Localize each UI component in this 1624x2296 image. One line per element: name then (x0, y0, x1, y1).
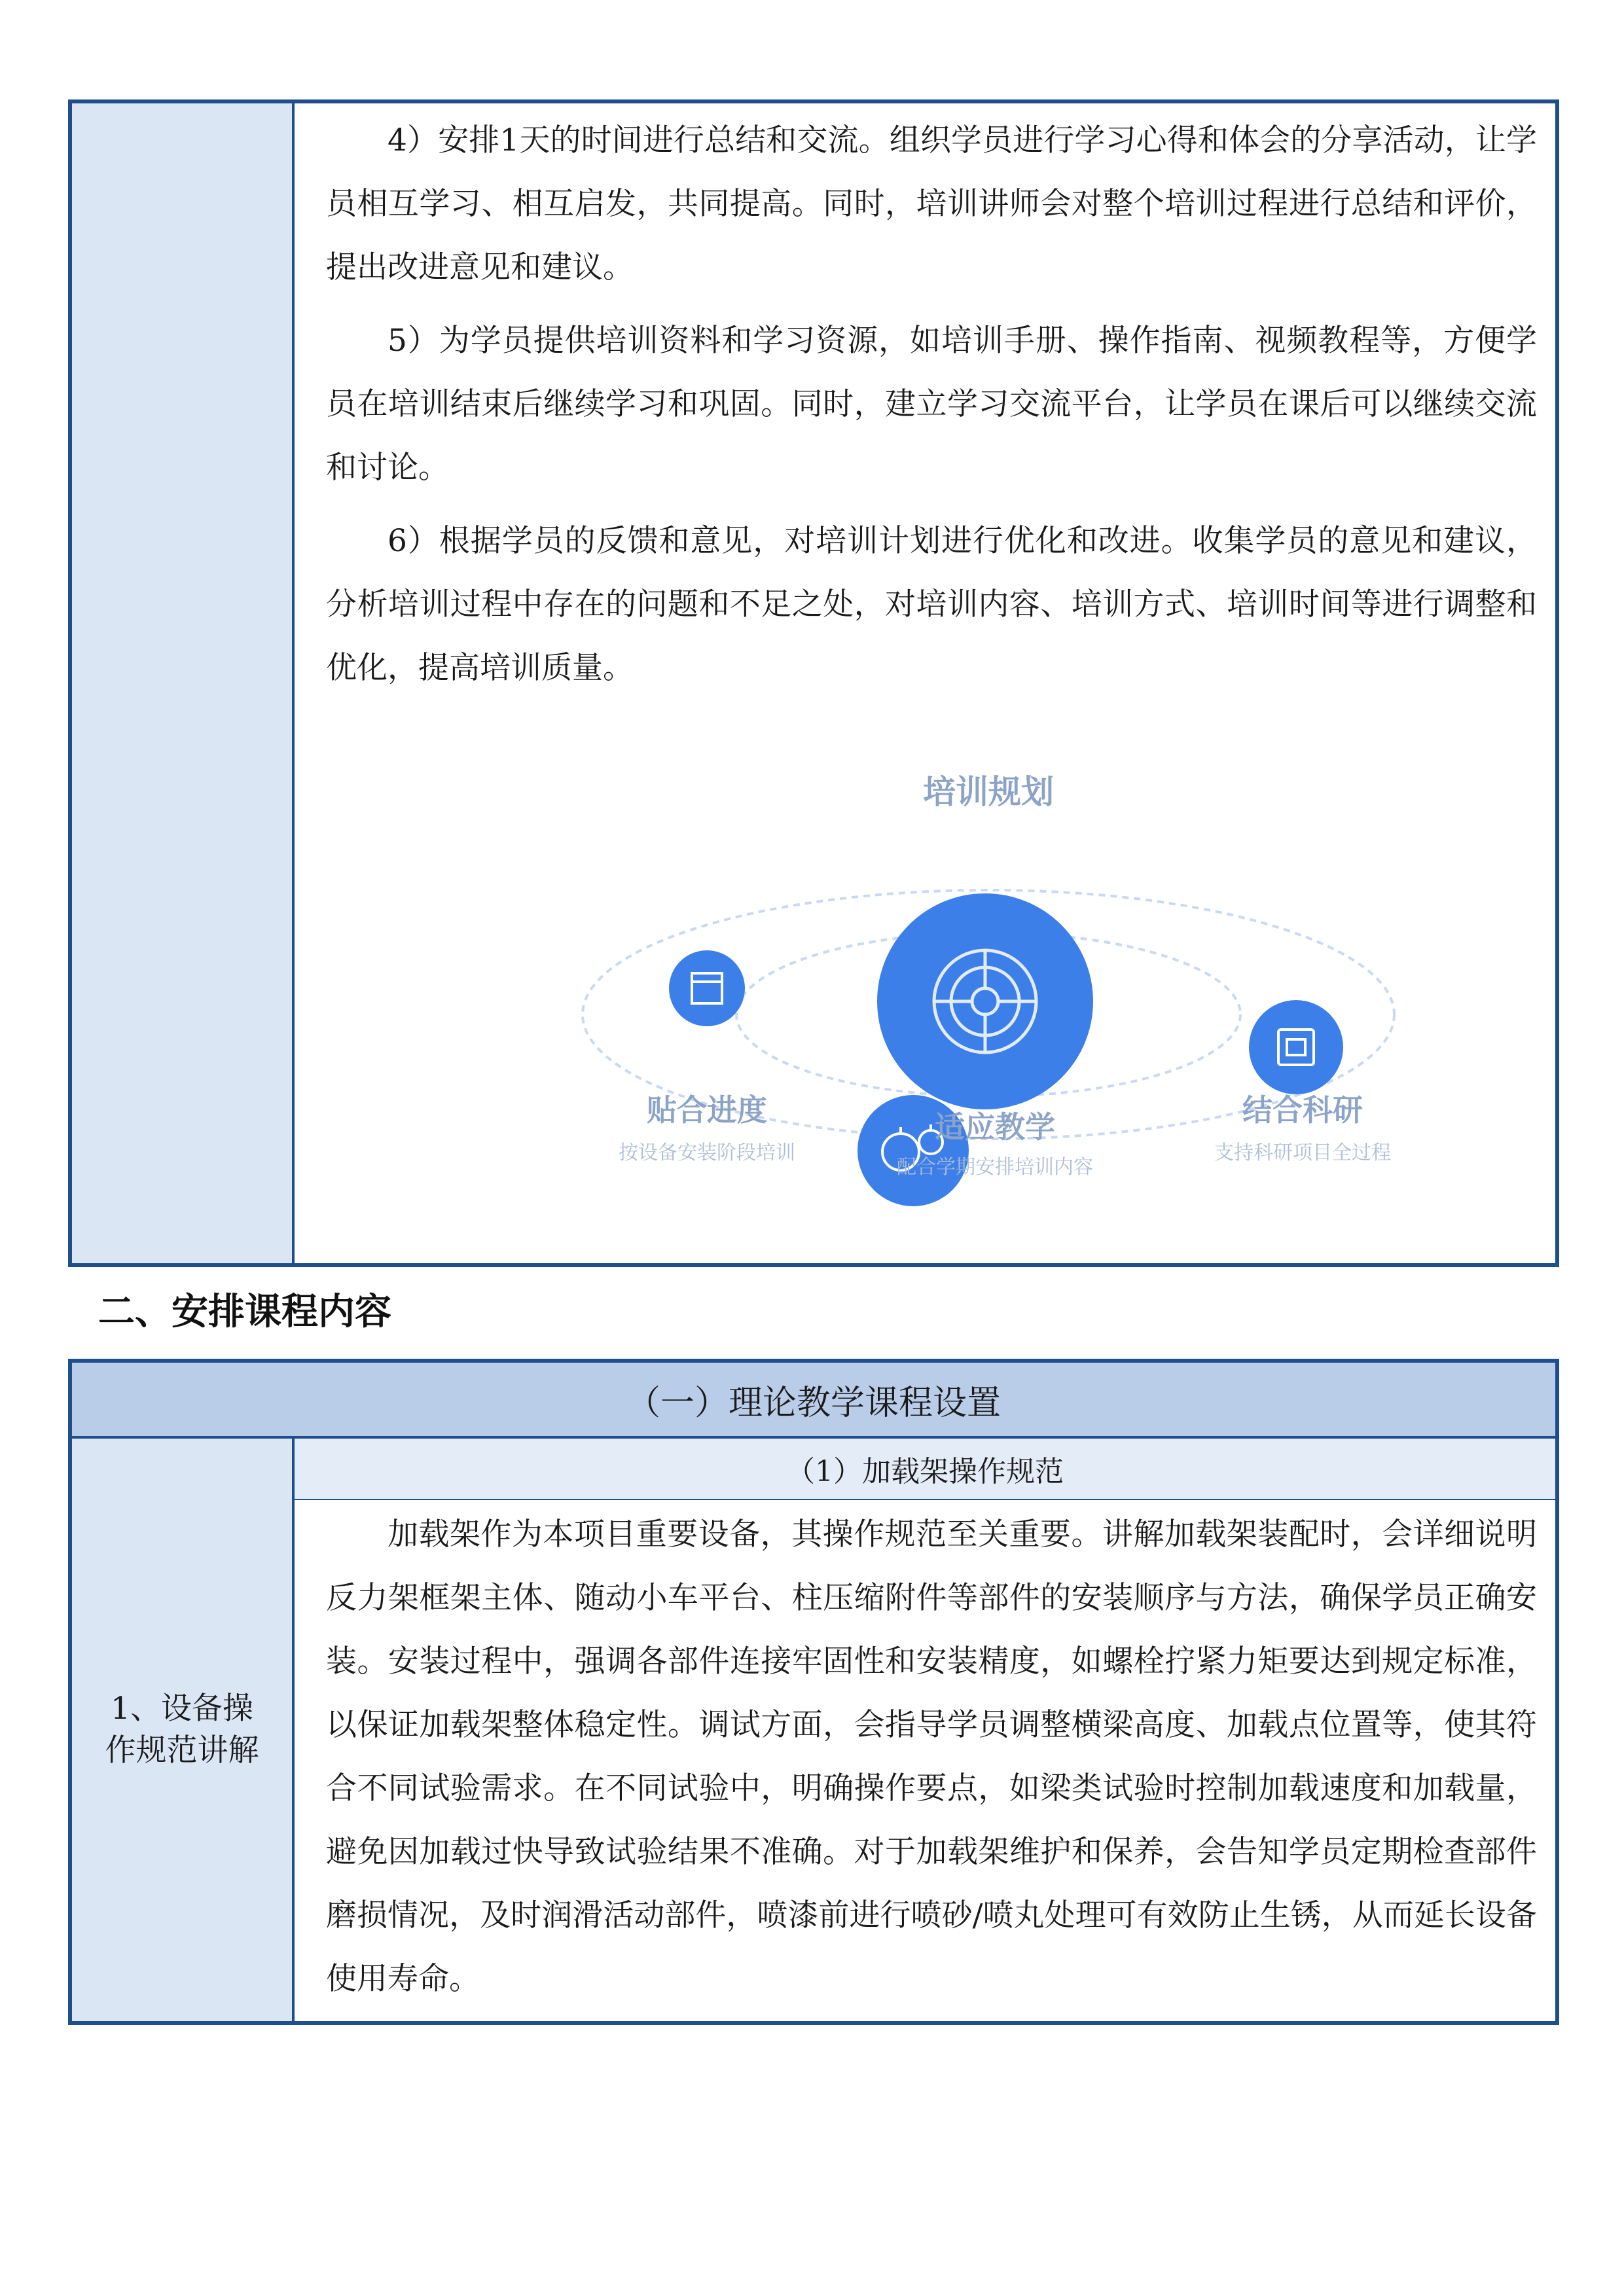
table-left-column (72, 103, 295, 1263)
section-heading: 二、安排课程内容 (98, 1291, 391, 1333)
device-circle (1249, 1000, 1343, 1094)
diagram-item-2-title: 适应教学 (935, 1109, 1055, 1145)
diagram-item-3-title: 结合科研 (1242, 1092, 1363, 1128)
paragraph-feedback-improvement: 6）根据学员的反馈和意见，对培训计划进行优化和改进。收集学员的意见和建议，分析培训过程中存在的问题和不足之处，对培训内容、培训方式、培训时间等进行调整和优化，提高培训质量。 (326, 523, 1537, 686)
course-table-header: （一）理论教学课程设置 (72, 1363, 1555, 1439)
diagram-graphic (530, 766, 1512, 1263)
course-row-label: 1、设备操作规范讲解 (105, 1691, 259, 1768)
paragraph-summary-exchange: 4）安排1天的时间进行总结和交流。组织学员进行学习心得和体会的分享活动，让学员相互学习、相互启发，共同提高。同时，培训讲师会对整个培训过程进行总结和评价，提出改进意见和建议。 (326, 122, 1537, 285)
training-plan-table (68, 99, 1559, 1267)
diagram-item-1-subtitle: 按设备安装阶段培训 (619, 1141, 795, 1164)
diagram-title: 培训规划 (923, 773, 1054, 811)
paragraph-training-resources: 5）为学员提供培训资料和学习资源，如培训手册、操作指南、视频教程等，方便学员在培训结束后继续学习和巩固。同时，建立学习交流平台，让学员在课后可以继续交流和讨论。 (326, 323, 1537, 486)
course-row-label-cell (72, 1439, 295, 2021)
training-plan-diagram (530, 766, 1512, 1263)
window-circle (669, 950, 745, 1026)
diagram-item-3-subtitle: 支持科研项目全过程 (1214, 1141, 1391, 1164)
diagram-item-2-subtitle: 配合学期安排培训内容 (897, 1156, 1093, 1179)
course-table (68, 1359, 1559, 2025)
course-sub-header: （1）加载架操作规范 (295, 1439, 1555, 1500)
center-circle (877, 893, 1093, 1109)
diagram-item-1-title: 贴合进度 (647, 1092, 767, 1128)
course-content-paragraph: 加载架作为本项目重要设备，其操作规范至关重要。讲解加载架装配时，会详细说明反力架框架主体、随动小车平台、柱压缩附件等部件的安装顺序与方法，确保学员正确安装。安装过程中，强调各部件连接牢固性和安装精度，如螺栓拧紧力矩要达到规定标准，以保证加载架整体稳定性。调试方面，会指导学员调整横梁高度、加载点位置等，使其符合不同试验需求。在不同试验中，明确操作要点，如梁类试验时控制加载速度和加载量，避免因加载过快导致试验结果不准确。对于加载架维护和保养，会告知学员定期检查部件磨损情况，及时润滑活动部件，喷漆前进行喷砂/喷丸处理可有效防止生锈，从而延长设备使用寿命。 (326, 1516, 1537, 1997)
